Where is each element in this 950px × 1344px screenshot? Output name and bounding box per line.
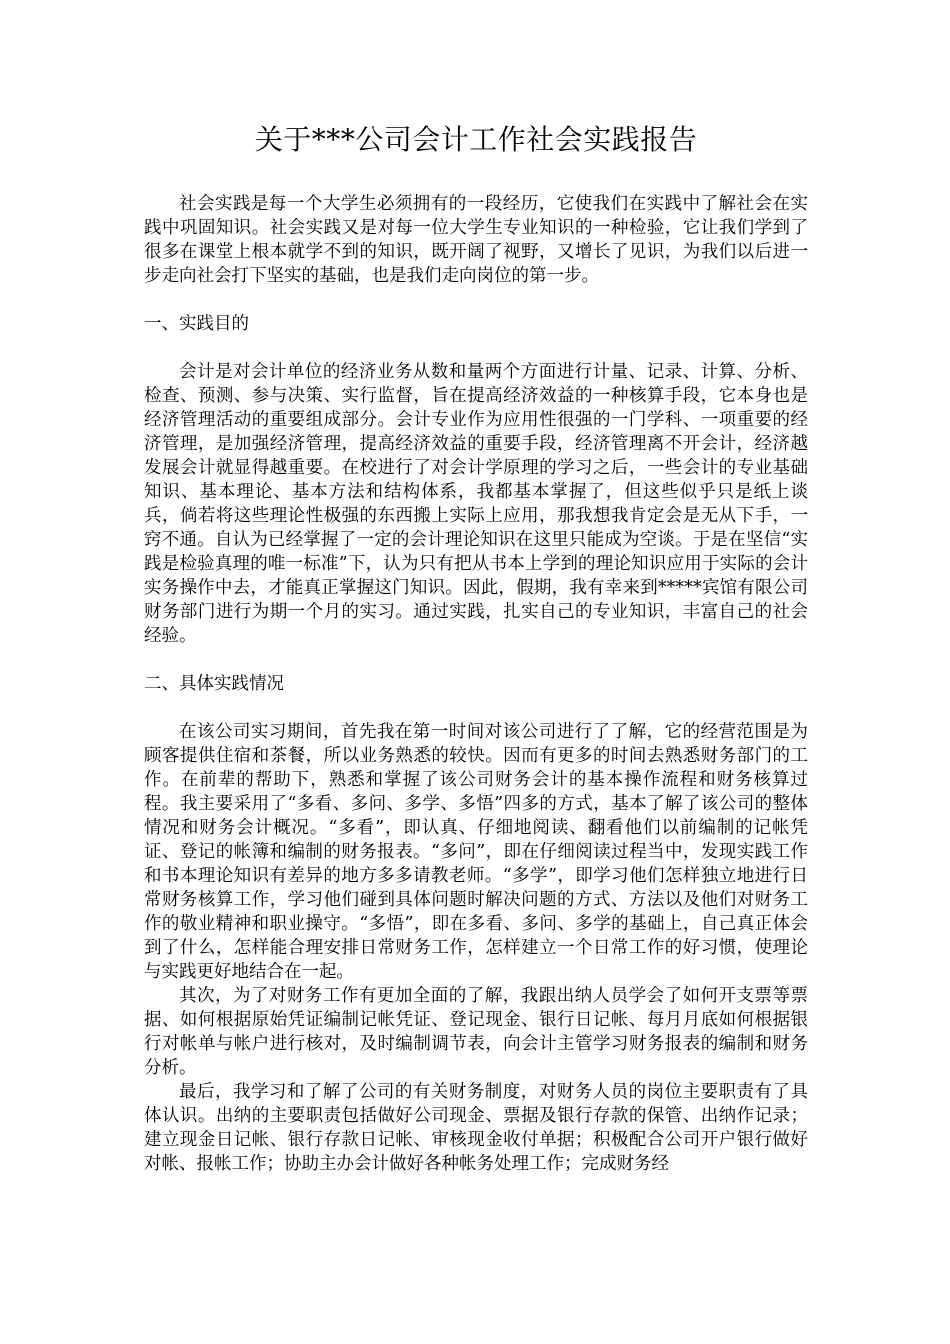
section-heading-practice: 二、具体实践情况 — [144, 674, 284, 694]
practice-paragraph-3: 最后，我学习和了解了公司的有关财务制度，对财务人员的岗位主要职责有了具体认识。出纳的主要职责包括做好公司现金、票据及银行存款的保管、出纳作记录；建立现金日记帐、银行存款日记帐、审核现金收付单据；积极配合公司开户银行做好对帐、报帐工作；协助主办会计做好各种帐务处理工作；完成财务经 — [144, 1082, 808, 1174]
practice-paragraph-1: 在该公司实习期间，首先我在第一时间对该公司进行了了解，它的经营范围是为顾客提供住宿和茶餐，所以业务熟悉的较快。因而有更多的时间去熟悉财务部门的工作。在前辈的帮助下，熟悉和掌握了该公司财务会计的基本操作流程和财务核算过程。我主要采用了“多看、多问、多学、多悟”四多的方式，基本了解了该公司的整体情况和财务会计概况。“多看”，即认真、仔细地阅读、翻看他们以前编制的记帐凭证、登记的帐簿和编制的财务报表。“多问”，即在仔细阅读过程当中，发现实践工作和书本理论知识有差异的地方多多请教老师。“多学”，即学习他们怎样独立地进行日常财务核算工作，学习他们碰到具体问题时解决问题的方式、方法以及他们对财务工作的敬业精神和职业操守。“多悟”，即在多看、多问、多学的基础上，自己真正体会到了什么，怎样能合理安排日常财务工作，怎样建立一个日常工作的好习惯，使理论与实践更好地结合在一起。 — [144, 722, 808, 982]
spacer — [144, 696, 808, 720]
spacer — [144, 288, 808, 312]
section-heading-purpose: 一、实践目的 — [144, 314, 249, 334]
spacer — [144, 648, 808, 672]
purpose-paragraph: 会计是对会计单位的经济业务从数和量两个方面进行计量、记录、计算、分析、检查、预测、参与决策、实行监督，旨在提高经济效益的一种核算手段，它本身也是经济管理活动的重要组成部分。会计专业作为应用性很强的一门学科、一项重要的经济管理，是加强经济管理，提高经济效益的重要手段，经济管理离不开会计，经济越发展会计就显得越重要。在校进行了对会计学原理的学习之后，一些会计的专业基础知识、基本理论、基本方法和结构体系，我都基本掌握了，但这些似乎只是纸上谈兵，倘若将这些理论性极强的东西搬上实际上应用，那我想我肯定会是无从下手，一窍不通。自认为已经掌握了一定的会计理论知识在这里只能成为空谈。于是在坚信“实践是检验真理的唯一标准”下，认为只有把从书本上学到的理论知识应用于实际的会计实务操作中去，才能真正掌握这门知识。因此，假期，我有幸来到*****宾馆有限公司财务部门进行为期一个月的实习。通过实践，扎实自己的专业知识，丰富自己的社会经验。 — [144, 362, 808, 646]
document-page — [144, 120, 808, 1176]
document-title: 关于***公司会计工作社会实践报告 — [254, 123, 698, 156]
spacer — [144, 336, 808, 360]
practice-paragraph-2: 其次，为了对财务工作有更加全面的了解，我跟出纳人员学会了如何开支票等票据、如何根据原始凭证编制记帐凭证、登记现金、银行日记帐、每月月底如何根据银行对帐单与帐户进行核对，及时编制调节表，向会计主管学习财务报表的编制和财务分析。 — [144, 986, 808, 1078]
intro-paragraph: 社会实践是每一个大学生必须拥有的一段经历，它使我们在实践中了解社会在实践中巩固知识。社会实践又是对每一位大学生专业知识的一种检验，它让我们学到了很多在课堂上根本就学不到的知识，既开阔了视野，又增长了见识，为我们以后进一步走向社会打下坚实的基础，也是我们走向岗位的第一步。 — [144, 194, 808, 286]
